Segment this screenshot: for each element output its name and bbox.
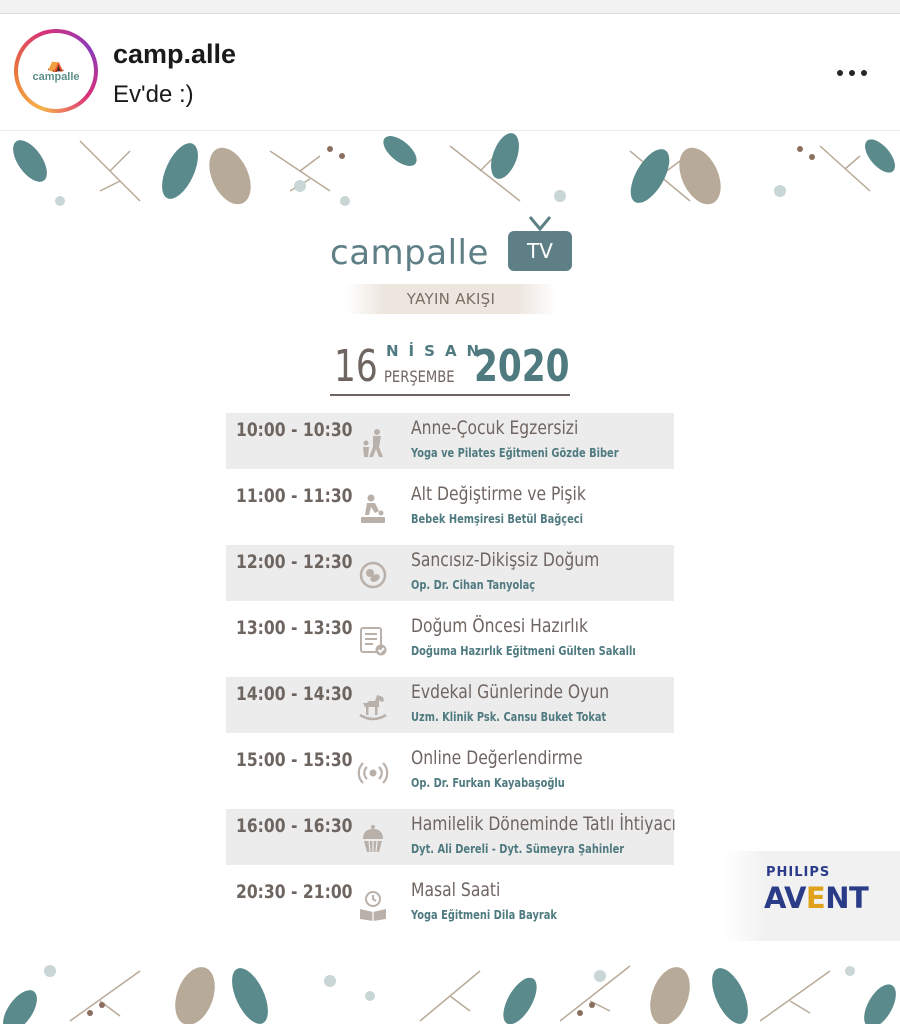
broadcast-icon (357, 757, 389, 789)
tv-badge: TV (508, 231, 572, 271)
more-options-button[interactable] (830, 65, 874, 81)
row-host: Bebek Hemşiresi Betül Bağçeci (411, 512, 584, 526)
location-link[interactable]: Ev'de :) (113, 81, 194, 108)
row-time: 13:00 - 13:30 (236, 617, 353, 639)
row-title: Evdekal Günlerinde Oyun (411, 681, 610, 703)
post-header (0, 15, 900, 130)
baby-birth-icon (357, 559, 389, 591)
sponsor-product-accent: E (805, 881, 826, 915)
schedule-row (226, 545, 674, 601)
logo-wordmark: campalle (330, 233, 489, 273)
sponsor-brand: PHILIPS (766, 865, 831, 880)
row-title: Sancısız-Dikişsiz Doğum (411, 549, 600, 571)
schedule-row (226, 875, 674, 931)
cupcake-icon (357, 823, 389, 855)
row-host: Doğuma Hazırlık Eğitmeni Gülten Sakallı (411, 644, 636, 658)
schedule-row (226, 743, 674, 799)
row-host: Dyt. Ali Dereli - Dyt. Sümeyra Şahinler (411, 842, 625, 856)
mother-child-icon (357, 427, 389, 459)
row-time: 20:30 - 21:00 (236, 881, 353, 903)
diaper-change-icon (357, 493, 389, 525)
avatar-logo-text: campalle (32, 71, 80, 83)
checklist-icon (357, 625, 389, 657)
date-weekday: PERŞEMBE (384, 367, 455, 386)
row-time: 14:00 - 14:30 (236, 683, 353, 705)
tent-icon: ⛺ (47, 57, 65, 73)
status-strip (0, 0, 900, 14)
more-dot-icon (849, 70, 855, 76)
sponsor-product (764, 881, 868, 915)
row-host: Yoga ve Pilates Eğitmeni Gözde Biber (411, 446, 619, 460)
schedule-row (226, 677, 674, 733)
more-dot-icon (837, 70, 843, 76)
post-image[interactable] (0, 130, 900, 1024)
sponsor-logo (722, 851, 900, 941)
row-host: Uzm. Klinik Psk. Cansu Buket Tokat (411, 710, 607, 724)
sponsor-product-part: NT (825, 881, 869, 915)
profile-avatar[interactable] (14, 29, 98, 113)
row-title: Doğum Öncesi Hazırlık (411, 615, 588, 637)
date-day: 16 (334, 341, 378, 392)
row-host: Yoga Eğitmeni Dila Bayrak (411, 908, 557, 922)
more-dot-icon (861, 70, 867, 76)
row-title: Alt Değiştirme ve Pişik (411, 483, 586, 505)
row-title: Online Değerlendirme (411, 747, 583, 769)
schedule-list (226, 413, 674, 941)
schedule-row (226, 611, 674, 667)
rocking-horse-icon (357, 691, 389, 723)
row-time: 11:00 - 11:30 (236, 485, 353, 507)
row-time: 15:00 - 15:30 (236, 749, 353, 771)
date-month: NİSAN (386, 342, 490, 360)
username-link[interactable]: camp.alle (113, 39, 237, 69)
story-book-icon (357, 889, 389, 921)
schedule-row (226, 479, 674, 535)
row-host: Op. Dr. Cihan Tanyolaç (411, 578, 536, 592)
leaf-garland-bottom (0, 941, 900, 1024)
row-title: Anne-Çocuk Egzersizi (411, 417, 579, 439)
date-year: 2020 (474, 341, 570, 392)
schedule-banner: YAYIN AKIŞI (346, 284, 556, 314)
schedule-row (226, 809, 674, 865)
row-time: 12:00 - 12:30 (236, 551, 353, 573)
avatar-inner (18, 33, 94, 109)
date-underline (330, 394, 570, 396)
row-title: Masal Saati (411, 879, 501, 901)
row-title: Hamilelik Döneminde Tatlı İhtiyacı (411, 813, 676, 835)
leaf-garland-top (0, 131, 900, 221)
row-time: 16:00 - 16:30 (236, 815, 353, 837)
sponsor-product-part: AV (764, 881, 806, 915)
row-host: Op. Dr. Furkan Kayabaşoğlu (411, 776, 565, 790)
row-time: 10:00 - 10:30 (236, 419, 353, 441)
schedule-row (226, 413, 674, 469)
